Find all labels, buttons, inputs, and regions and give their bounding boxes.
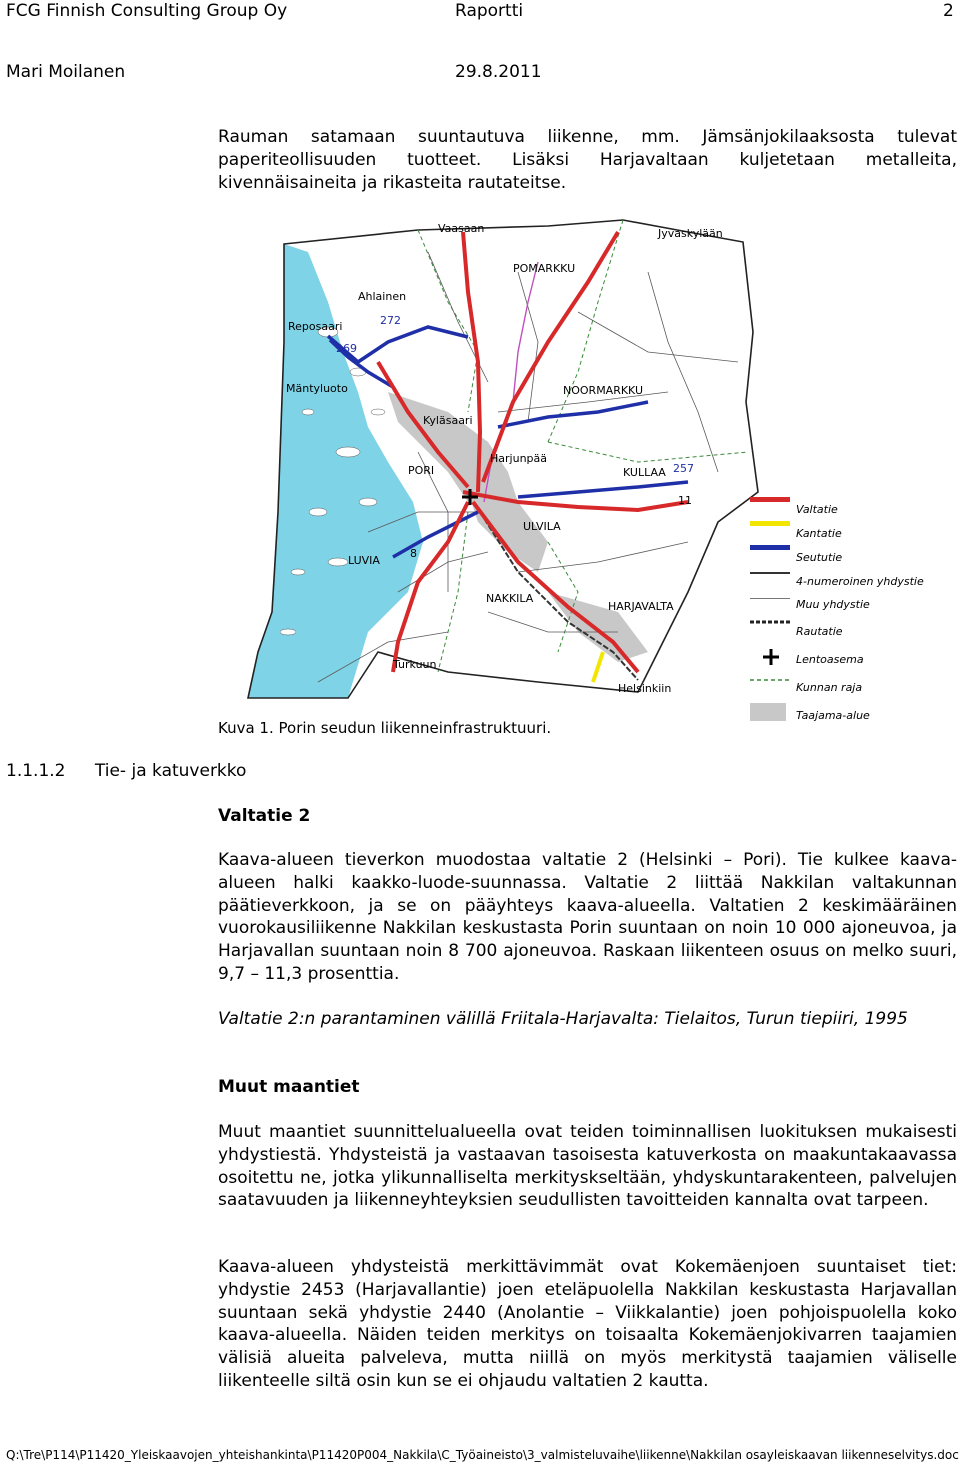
file-path-footer: Q:\Tre\P114\P11420_Yleiskaavojen_yhteishankinta\P11420P004_Nakkila\C_Työaineisto\3_valmisteluvaihe\liikenne\Nakkilan osayleiskaavan liikenneselvitys.doc xyxy=(6,1448,959,1462)
legend-label-seututie: Seututie xyxy=(796,551,843,564)
legend-label-taajama: Taajama-alue xyxy=(796,709,870,722)
map-label-harjunpaa: Harjunpää xyxy=(490,452,547,465)
map-label-kullaa: KULLAA xyxy=(623,466,666,479)
legend-label-kunnan-raja: Kunnan raja xyxy=(796,681,863,694)
legend-swatch-muu-yhdystie xyxy=(750,595,792,603)
map-label-road-257: 257 xyxy=(673,462,694,475)
kantatie xyxy=(593,652,603,682)
map-label-pori: PORI xyxy=(408,464,435,477)
legend-swatch-rautatie xyxy=(750,618,792,626)
legend-swatch-kunnan-raja xyxy=(750,676,792,684)
valtatie2-reference: Valtatie 2:n parantaminen välillä Friitala-Harjavalta: Tielaitos, Turun tiepiiri, 1995 xyxy=(218,1009,908,1029)
map-label-turkuun: Turkuun xyxy=(393,658,437,671)
map-label-mantyluoto: Mäntyluoto xyxy=(286,382,348,395)
map-label-road-8: 8 xyxy=(410,547,417,560)
map-label-pomarkku: POMARKKU xyxy=(513,262,576,275)
intro-paragraph: Rauman satamaan suuntautuva liikenne, mm. Jämsänjokilaaksosta tulevat paperiteollisuuden tuotteet. Lisäksi Harjavaltaan kuljetetaan metalleita, kivennäisaineita ja rikasteita rautateitse. xyxy=(218,127,957,193)
legend-swatch-taajama xyxy=(750,703,792,723)
section-title: Tie- ja katuverkko xyxy=(94,761,247,781)
legend-label-kantatie: Kantatie xyxy=(796,527,842,540)
legend-swatch-seututie xyxy=(750,544,792,552)
map-label-nakkila: NAKKILA xyxy=(486,592,534,605)
legend-label-lentoasema: Lentoasema xyxy=(796,653,864,666)
legend-label-muu-yhdystie: Muu yhdystie xyxy=(796,598,870,611)
map-label-luvia: LUVIA xyxy=(348,554,380,567)
legend-label-yhdystie4: 4-numeroinen yhdystie xyxy=(796,575,924,588)
map-label-harjavalta: HARJAVALTA xyxy=(608,600,674,613)
map-label-road-269: 269 xyxy=(336,342,357,355)
page-number: 2 xyxy=(943,1,954,21)
map-label-vaasaan: Vaasaan xyxy=(438,222,485,235)
map-label-jyvaskylaan: Jyvaskylään xyxy=(658,227,723,240)
legend-swatch-yhdystie4 xyxy=(750,570,792,578)
section-number: 1.1.1.2 xyxy=(6,761,66,781)
company-name: FCG Finnish Consulting Group Oy xyxy=(6,1,288,21)
map-label-road-11: 11 xyxy=(678,494,692,507)
map-label-reposaari: Reposaari xyxy=(288,320,343,333)
muut-maantiet-heading: Muut maantiet xyxy=(218,1077,360,1097)
map-label-noormarkku: NOORMARKKU xyxy=(563,384,644,397)
legend-label-valtatie: Valtatie xyxy=(796,503,838,516)
document-date: 29.8.2011 xyxy=(455,62,542,82)
valtatie2-paragraph: Kaava-alueen tieverkon muodostaa valtatie 2 (Helsinki – Pori). Tie kulkee kaava-alueen halki kaakko-luode-suunnassa. Valtatie 2 liittää Nakkilan valtakunnan päätieverkkoon, ja se on pääyhteys kaava-alueella. Valtatien 2 keskimääräinen vuorokausiliikenne Nakkilan keskustasta Porin suuntaan on noin 10 000 ajoneuvoa, ja Harjavallan suuntaan noin 8 700 ajoneuvoa. Raskaan liikenteen osuus on melko suuri, 9,7 – 11,3 prosenttia. xyxy=(218,850,957,984)
map-label-helsinkiin: Helsinkiin xyxy=(618,682,672,695)
map-label-kylasaari: Kyläsaari xyxy=(423,414,473,427)
map-label-road-272: 272 xyxy=(380,314,401,327)
figure-caption: Kuva 1. Porin seudun liikenneinfrastruktuuri. xyxy=(218,719,552,737)
transport-infrastructure-map xyxy=(218,212,960,702)
map-label-ahlainen: Ahlainen xyxy=(358,290,407,303)
muut-maantiet-paragraph-2: Kaava-alueen yhdysteistä merkittävimmät ovat Kokemäenjoen suuntaiset tiet: yhdystie 2453 (Harjavallantie) joen eteläpuolella Nakkilan keskustasta Harjavallan suuntaan sekä yhdystie 2440 (Anolantie – Viikkalantie) joen pohjoispuolella koko kaava-alueella. Näiden teiden merkitys on toisaalta Kokemäenjokivarren taajamien välisiä alueita palveleva, mutta niillä on myös merkitystä taajamien väliselle liikenteelle siltä osin kun se ei ohjaudu valtatien 2 kautta. xyxy=(218,1257,957,1391)
legend-swatch-kantatie xyxy=(750,520,792,528)
airport-legend-icon xyxy=(760,646,782,668)
sea-area xyxy=(248,244,423,698)
muut-maantiet-paragraph-1: Muut maantiet suunnittelualueella ovat teiden toiminnallisen luokituksen mukaisesti yhdystiestä. Yhdysteistä ja vastaavan tasoisesta katuverkosta on maakuntakaavassa osoitettu ne, jotka ylikunnalliselta merkityskseltään, yhdyskuntarakenteen, palvelujen saatavuuden ja liikenneyhteyksien seudullisten tavoitteiden kannalta ovat tarpeen. xyxy=(218,1122,957,1211)
legend-swatch-valtatie xyxy=(750,496,792,504)
legend-label-rautatie: Rautatie xyxy=(796,625,843,638)
map-label-ulvila: ULVILA xyxy=(523,520,561,533)
section-heading xyxy=(6,760,246,782)
urban-areas xyxy=(388,392,648,662)
valtatie2-heading: Valtatie 2 xyxy=(218,806,311,826)
author-name: Mari Moilanen xyxy=(6,62,126,82)
document-type: Raportti xyxy=(455,1,524,21)
